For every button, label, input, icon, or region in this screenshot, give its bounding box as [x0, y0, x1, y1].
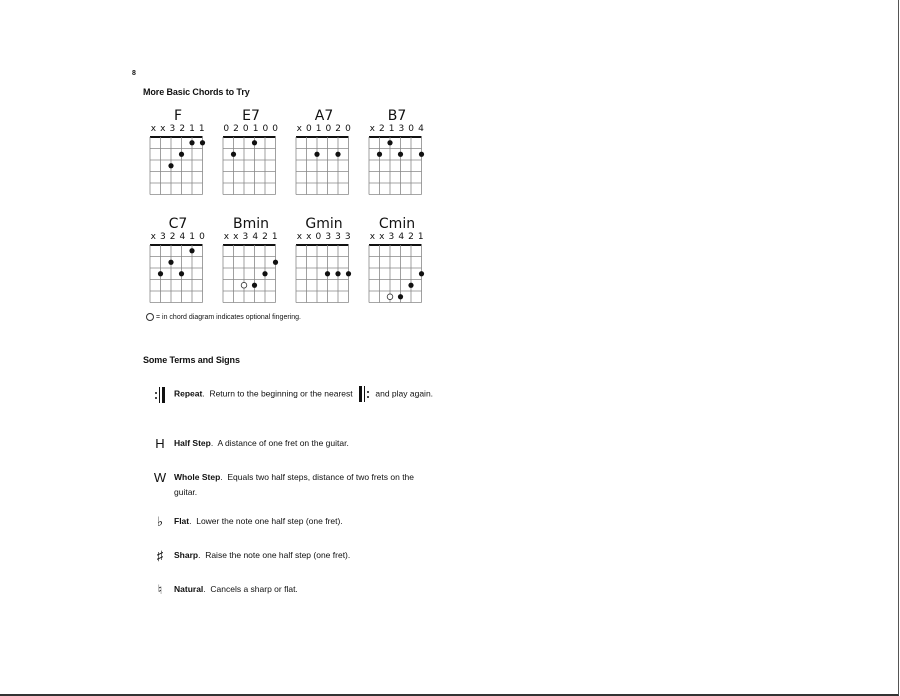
finger-dot: [158, 271, 163, 276]
term-name: Whole Step: [174, 472, 221, 482]
finger-dot: [419, 152, 424, 157]
finger-dot: [314, 152, 319, 157]
term-text: Sharp. Raise the note one half step (one fret).: [174, 550, 351, 560]
chord-fingering: x 3 2 4 1 0: [150, 232, 206, 242]
chord-name: Bmin: [232, 216, 269, 232]
finger-dot: [179, 271, 184, 276]
finger-dot: [335, 271, 340, 276]
chord-name: F: [173, 108, 183, 124]
section-title-terms: Some Terms and Signs: [143, 355, 240, 365]
finger-dot: [346, 271, 351, 276]
section-title-chords: More Basic Chords to Try: [143, 87, 250, 97]
term-text: Repeat. Return to the beginning or the nearest and play again.: [174, 386, 438, 402]
finger-dot: [325, 271, 330, 276]
term-description: Return to the beginning or the nearest: [209, 388, 353, 399]
optional-finger-circle: [387, 294, 393, 300]
finger-dot: [335, 152, 340, 157]
chord-fingering: x x 3 4 2 1: [223, 232, 279, 242]
finger-dot: [398, 152, 403, 157]
finger-dot: [408, 283, 413, 288]
term-description: A distance of one fret on the guitar.: [217, 438, 349, 448]
finger-dot: [189, 140, 194, 145]
finger-dot: [231, 152, 236, 157]
term-description-end: and play again.: [375, 388, 434, 399]
half-step-icon: H: [155, 436, 165, 451]
term-text: Half Step. A distance of one fret on the guitar.: [174, 438, 349, 448]
term-description: Equals two half steps, distance of two frets on the guitar.: [174, 472, 415, 497]
fretboard: [221, 134, 281, 200]
page-number: 8: [132, 70, 136, 77]
repeat-sign-icon: [150, 386, 170, 403]
term-text: Natural. Cancels a sharp or flat.: [174, 584, 298, 594]
chord-fingering: x x 0 3 3 3: [296, 232, 352, 242]
chord-fingering: x x 3 4 2 1: [369, 232, 425, 242]
finger-dot: [252, 283, 257, 288]
open-circle-icon: [146, 313, 154, 321]
chord-name: Cmin: [378, 216, 416, 232]
finger-dot: [377, 152, 382, 157]
term-text: Flat. Lower the note one half step (one fret).: [174, 516, 343, 526]
term-name: Sharp: [174, 550, 199, 560]
fretboard: [221, 242, 281, 308]
chord-name: B7: [387, 108, 407, 124]
flat-sign-icon: ♭: [156, 514, 164, 529]
finger-dot: [419, 271, 424, 276]
term-name: Repeat: [174, 388, 203, 399]
chord-fingering: 0 2 0 1 0 0: [223, 124, 279, 134]
finger-dot: [398, 294, 403, 299]
term-text: Whole Step. Equals two half steps, distance of two frets on the guitar.: [174, 472, 415, 497]
finger-dot: [179, 152, 184, 157]
finger-dot: [189, 248, 194, 253]
chord-name: A7: [314, 108, 334, 124]
term-description: Lower the note one half step (one fret).: [196, 516, 343, 526]
finger-dot: [168, 260, 173, 265]
sharp-sign-icon: ♯: [156, 548, 164, 563]
fretboard: [148, 242, 208, 308]
repeat-start-sign-icon: [359, 386, 369, 402]
optional-fingering-legend: [146, 313, 301, 321]
finger-dot: [273, 260, 278, 265]
chord-name: C7: [168, 216, 188, 232]
optional-finger-circle: [241, 282, 247, 288]
fretboard: [367, 242, 427, 308]
fretboard: [367, 134, 427, 200]
fretboard: [294, 134, 354, 200]
term-name: Half Step: [174, 438, 211, 448]
finger-dot: [168, 163, 173, 168]
chord-name: E7: [242, 108, 260, 124]
finger-dot: [252, 140, 257, 145]
term-name: Natural: [174, 584, 204, 594]
term-name: Flat: [174, 516, 190, 526]
fretboard: [148, 134, 208, 200]
chord-fingering: x 2 1 3 0 4: [369, 124, 425, 134]
chord-fingering: x x 3 2 1 1: [150, 124, 206, 134]
chord-name: Gmin: [305, 216, 343, 232]
legend-text: = in chord diagram indicates optional fingering.: [156, 313, 301, 321]
chord-fingering: x 0 1 0 2 0: [296, 124, 352, 134]
finger-dot: [387, 140, 392, 145]
finger-dot: [262, 271, 267, 276]
term-description: Raise the note one half step (one fret).: [205, 550, 351, 560]
natural-sign-icon: ♮: [157, 582, 163, 597]
fretboard: [294, 242, 354, 308]
term-description: Cancels a sharp or flat.: [210, 584, 298, 594]
finger-dot: [200, 140, 205, 145]
whole-step-icon: W: [153, 470, 167, 485]
